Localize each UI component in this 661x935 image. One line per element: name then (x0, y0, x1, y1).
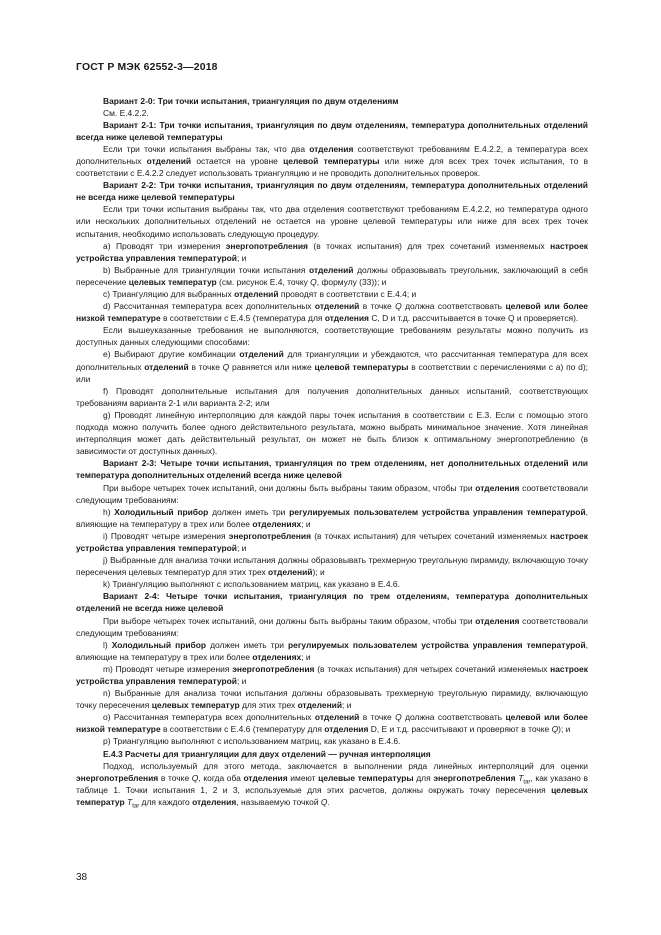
text-run: (см. рисунок Е.4, точку (216, 276, 311, 287)
text-run: Q (395, 301, 402, 312)
text-run: должен иметь три (208, 506, 290, 517)
text-run: tar (523, 779, 531, 786)
text-run: Вариант 2-1: Три точки испытания, триангуляция по двум отделениям, температура дополнительных отделений всегда ниже целевой температуры (76, 119, 588, 142)
text-run: энергопотребления (76, 772, 159, 783)
paragraph (76, 348, 588, 384)
text-run: отделения (192, 796, 237, 807)
text-run: должны образовывать треугольник, заключающий в себя пересечение (76, 264, 589, 287)
text-run: Если три точки испытания выбраны так, что два (103, 143, 310, 154)
text-run: должен иметь три (206, 639, 289, 650)
text-run: , влияющие на температуру в трех или более (76, 639, 588, 662)
text-run: (в точках испытания) для четырех сочетаний изменяемых (311, 530, 551, 541)
text-run: Если три точки испытания выбраны так, что два отделения соответствуют требованиям Е.4.2.2, но температура одного или нескольких дополнительных отделений не остается на уровне целевой температуры или ниже для всех трех точек испытания, необходимо использовать следующую процедуру. (76, 204, 588, 239)
text-run: , как указано в таблице 1. Точки испытания 1, 2 и 3, используемые для этих расчетов, должны окружать точку пересечения (76, 772, 589, 795)
text-run: Q (551, 724, 559, 735)
text-run: для этих трех (239, 700, 298, 711)
paragraph (76, 687, 588, 711)
text-run: настроек устройства управления температурой (76, 663, 588, 686)
document-header: ГОСТ Р МЭК 62552-3—2018 (76, 62, 218, 73)
paragraph (76, 409, 588, 457)
text-run: в точке (158, 772, 192, 783)
text-run: а) Проводят три измерения (103, 240, 226, 251)
text-run: Q (222, 361, 230, 372)
text-run: , когда оба (198, 772, 244, 783)
text-run: должна соответствовать (401, 712, 506, 723)
text-run: (в точках испытания) для трех сочетаний изменяемых (307, 240, 551, 251)
text-run: для (413, 772, 434, 783)
text-run: целевой температуры (283, 155, 380, 166)
text-run: соответствовали следующим требованиям: (76, 482, 588, 505)
text-run: d) Рассчитанная температура всех дополнительных (103, 301, 315, 312)
paragraph (76, 324, 588, 348)
text-run: целевой или более низкой температуре (76, 301, 588, 324)
text-run: отделения (309, 143, 354, 154)
text-run: ; и (342, 700, 352, 711)
paragraph (76, 663, 588, 687)
text-run: отделений (309, 264, 354, 275)
text-run: энергопотребления (232, 663, 315, 674)
paragraph (76, 457, 588, 481)
text-run: е) Выбирают другие комбинации (103, 349, 240, 360)
text-run: настроек устройства управления температурой (76, 530, 588, 553)
text-run: отделения (324, 313, 369, 324)
text-run: целевой температуры (314, 361, 409, 372)
text-run: h) (103, 506, 115, 517)
text-run: Вариант 2-2: Три точки испытания, триангуляция по двум отделениям, температура дополнительных отделений не всегда ниже целевой температуры (76, 180, 588, 203)
text-run: n) Выбранные для анализа точки испытания должны образовывать трехмерную треугольную пирамиду, включающую точку пересечения (76, 688, 588, 711)
text-run: g) Проводят линейную интерполяцию для каждой пары точек испытания в соответствии с Е.3. Если с помощью этого подхода можно получить более одного действительного результата, можно выбрать минимальное значение. Хотя линейная интерполяция может дать действительный результат, он может не быть близок к оптимальному энергопотреблению (в зависимости от доступных данных). (76, 409, 588, 457)
text-run: регулируемых пользователем устройства управления температурой (288, 639, 586, 650)
text-run: При выборе четырех точек испытаний, они должны быть выбраны таким образом, чтобы три (103, 615, 476, 626)
paragraph (76, 506, 588, 530)
text-run: m) Проводят четыре измерения (103, 663, 233, 674)
text-run: отделений (297, 700, 343, 711)
text-run: Холодильный прибор (111, 639, 207, 650)
paragraph (76, 735, 588, 747)
text-run: Вариант 2-0: Три точки испытания, триангуляция по двум отделениям (103, 95, 399, 106)
text-run: с) Триангуляцию для выбранных (103, 289, 235, 299)
text-run: проводят в соответствии с Е.4.4; и (278, 289, 417, 299)
paragraph (76, 578, 588, 590)
text-run: Q (320, 796, 328, 807)
text-run: отделений (314, 712, 360, 723)
text-run: i) Проводят четыре измерения (103, 530, 229, 541)
text-run: в соответствии с Е.4.6 (температуру для (160, 724, 325, 735)
text-run: имеют (287, 772, 319, 783)
text-run: р) Триангуляцию выполняют с использованием матриц, как указано в Е.4.6. (103, 736, 401, 747)
text-run: о) Рассчитанная температура всех дополнительных (103, 712, 315, 723)
text-run: ); и (558, 724, 571, 735)
text-run: отделений (268, 567, 313, 578)
text-run: , называемую точкой (236, 796, 321, 807)
text-run: отделений (314, 301, 360, 312)
text-run: Вариант 2-4: Четыре точки испытания, триангуляция по трем отделениям, температура дополнительных отделений не всегда ниже целевой (76, 591, 588, 614)
text-run: См. Е.4.2.2. (103, 107, 149, 118)
paragraph (76, 590, 588, 614)
text-run: ; и (301, 651, 311, 662)
text-run: целевых температур (76, 784, 588, 807)
paragraph (76, 530, 588, 554)
text-run: ); и (312, 567, 325, 578)
text-run: Q (310, 276, 317, 287)
paragraph (76, 203, 588, 239)
text-run: ; и (301, 518, 311, 529)
text-run: целевых температур (151, 700, 240, 711)
text-run: Q (191, 772, 199, 783)
paragraph (76, 748, 588, 760)
text-run: отделений (239, 349, 284, 360)
paragraph (76, 615, 588, 639)
text-run: отделения (475, 615, 520, 626)
text-run: энергопотребления (433, 772, 516, 783)
text-run: соответствовали следующим требованиям: (76, 615, 588, 638)
paragraph (76, 119, 588, 143)
text-run: tar (132, 803, 140, 810)
text-run: отделениях (252, 651, 302, 662)
text-run: Вариант 2-3: Четыре точки испытания, триангуляция по трем отделениям, нет дополнительных отделений или температура дополнительных отделений всегда ниже целевой (76, 458, 588, 481)
text-run: в точке (188, 361, 223, 372)
text-run: D, Е и т.д. рассчитывают и проверяют в точке (368, 724, 552, 735)
paragraph (76, 300, 588, 324)
text-run: для каждого (139, 796, 193, 807)
text-run: отделения (243, 772, 288, 783)
paragraph (76, 639, 588, 663)
text-run: регулируемых пользователем устройства управления температурой (289, 506, 586, 517)
text-run: ; и (236, 252, 247, 263)
text-run: отделения (475, 482, 520, 493)
paragraph (76, 264, 588, 288)
text-run: настроек устройства управления температурой (76, 240, 588, 263)
text-run: Е.4.3 Расчеты для триангуляции для двух отделений — ручная интерполяция (103, 748, 431, 759)
text-run: . (327, 796, 330, 807)
text-run: отделений (234, 289, 279, 299)
paragraph (76, 179, 588, 203)
text-run: , влияющие на температуру в трех или более (76, 506, 588, 529)
paragraph (76, 288, 588, 300)
text-run: ; и (236, 542, 247, 553)
text-run: отделений (146, 155, 192, 166)
paragraph (76, 240, 588, 264)
text-run: энергопотребления (225, 240, 308, 251)
text-run: отделений (144, 361, 189, 372)
text-run: в соответствии с перечислениями с а) по d); или (76, 361, 588, 384)
text-run: Если вышеуказанные требования не выполняются, соответствующие требованиям результаты можно получить из доступных данных следующими способами: (76, 325, 588, 348)
text-run: С, D и т.д. рассчитывается в точке Q и проверяется). (368, 313, 579, 324)
paragraph (76, 482, 588, 506)
document-body (76, 95, 588, 809)
paragraph (76, 760, 588, 808)
text-run: для триангуляции и убеждаются, что рассчитанная температура для всех дополнительных (76, 349, 589, 372)
page-number: 38 (76, 872, 88, 883)
text-run: Q (395, 712, 402, 723)
text-run: l) (103, 639, 112, 650)
text-run: отделения (324, 724, 369, 735)
text-run: T (518, 772, 524, 783)
text-run: При выборе четырех точек испытаний, они должны быть выбраны таким образом, чтобы три (103, 482, 476, 493)
text-run: , формулу (33)); и (316, 276, 387, 287)
text-run: b) Выбранные для триангуляции точки испытания (103, 264, 310, 275)
text-run: в точке (359, 712, 396, 723)
paragraph (76, 554, 588, 578)
text-run: отделениях (252, 518, 302, 529)
text-run: ; и (236, 676, 247, 686)
text-run: f) Проводят дополнительные испытания для получения дополнительных данных испытаний, соответствующих требованиям варианта 2-1 или варианта 2-2; или (76, 385, 588, 408)
text-run: T (127, 796, 133, 807)
text-run: или ниже для всех трех точек испытания, то в соответствии с Е.4.2.2 следует использовать триангуляцию и не проводить дополнительных проверок. (76, 155, 588, 179)
text-run: k) Триангуляцию выполняют с использованием матриц, как указано в Е.4.6. (103, 579, 400, 590)
text-run: в точке (359, 301, 396, 312)
paragraph (76, 143, 588, 179)
text-run: j) Выбранные для анализа точки испытания должны образовывать трехмерную треугольную пирамиду, включающую точку пересечения целевых температур для этих трех (76, 555, 588, 578)
text-run: целевых температур (128, 276, 217, 287)
text-run: равняется или ниже (229, 361, 315, 372)
text-run: в соответствии с Е.4.5 (температура для (160, 313, 325, 324)
text-run: Холодильный прибор (114, 506, 209, 517)
text-run: целевые температуры (318, 772, 414, 783)
text-run: соответствуют требованиям Е.4.2.2, а температура всех дополнительных (76, 143, 588, 166)
paragraph (76, 711, 588, 735)
paragraph (76, 107, 588, 119)
text-run: остается на уровне (191, 155, 284, 166)
text-run: должна соответствовать (401, 301, 506, 312)
text-run: Подход, используемый для этого метода, заключается в выполнении ряда линейных интерполяций для оценки (103, 760, 588, 771)
paragraph (76, 385, 588, 409)
text-run: (в точках испытания) для четырех сочетаний изменяемых (314, 663, 551, 674)
paragraph (76, 95, 588, 107)
text-run: целевой или более низкой температуре (76, 712, 588, 735)
text-run: энергопотребления (228, 530, 312, 541)
